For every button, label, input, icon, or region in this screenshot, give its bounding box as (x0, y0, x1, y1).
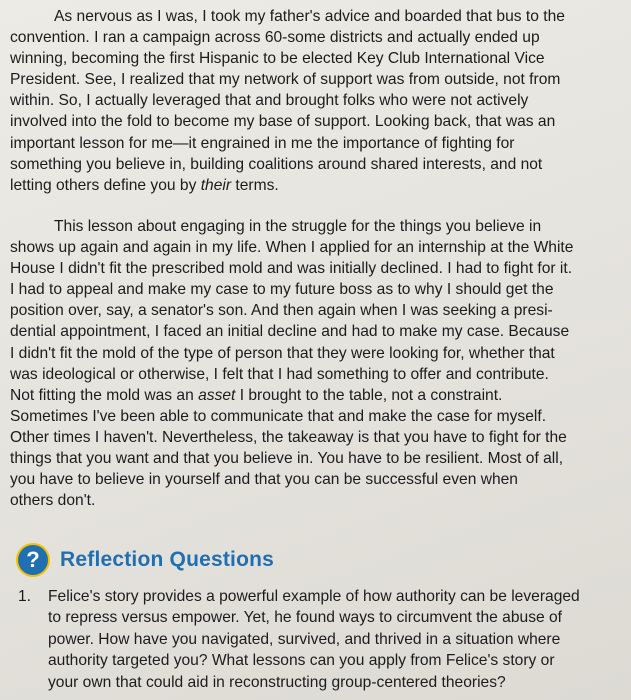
body-paragraph-2 (10, 216, 610, 511)
question-item (18, 586, 618, 693)
emphasis: asset (198, 386, 236, 404)
text-line: involved into the fold to become my base of support. Looking back, that was an (10, 113, 556, 131)
text-line: This lesson about engaging in the struggle for the things you believe in (54, 218, 542, 235)
text-line: important lesson for me—it engrained in me the importance of fighting for (10, 134, 515, 152)
text-line: President. See, I realized that my network of support was from outside, not from (10, 71, 561, 89)
text-line: dential appointment, I faced an initial decline and had to make my case. Because (10, 323, 570, 341)
question-mark-icon: ? (18, 545, 48, 575)
text-line: As nervous as I was, I took my father's advice and boarded that bus to the (54, 8, 565, 25)
text-line: was ideological or otherwise, I felt that I had something to offer and contribute. (10, 365, 549, 383)
text-line-italic: letting others define you by their terms. (10, 176, 279, 194)
text-line: within. So, I actually leveraged that and brought folks who were not actively (10, 92, 529, 110)
text-line: Felice's story provides a powerful example of how authority can be leveraged (48, 588, 580, 605)
text-line: I didn't fit the mold of the type of person that they were looking for, whether that (10, 344, 555, 362)
text-line: something you believe in, building coalitions around shared interests, and not (10, 155, 543, 173)
body-paragraph-1 (10, 6, 610, 196)
text-line: winning, becoming the first Hispanic to be elected Key Club International Vice (10, 50, 545, 68)
text-line: convention. I ran a campaign across 60-some districts and actually ended up (10, 29, 540, 47)
emphasis: their (200, 176, 232, 194)
text-line: I had to appeal and make my case to my future boss as to why I should get the (10, 281, 554, 299)
text-line: power. How have you navigated, survived, and thrived in a situation where (48, 630, 561, 648)
text-line: you have to believe in yourself and that you can be successful even when (10, 471, 518, 489)
text-line: others don't. (10, 492, 96, 510)
text-line: Sometimes I've been able to communicate that and make the case for myself. (10, 407, 547, 425)
text-line: authority targeted you? What lessons can you apply from Felice's story or (48, 652, 555, 670)
text-line: shows up again and again in my life. When I applied for an internship at the White (10, 239, 574, 257)
reflection-heading (18, 544, 274, 576)
section-title: Reflection Questions (60, 548, 275, 571)
text-line: to repress versus empower. Yet, he found ways to circumvent the abuse of (48, 609, 563, 627)
question-text (48, 586, 580, 693)
text-line: House I didn't fit the prescribed mold and was initially declined. I had to fight for it. (10, 260, 573, 278)
text-line: things that you want and that you believe in. You have to be resilient. Most of all, (10, 450, 564, 468)
text-line: Other times I haven't. Nevertheless, the takeaway is that you have to fight for the (10, 428, 567, 446)
text-line: your own that could aid in reconstructing group-centered theories? (48, 673, 506, 691)
text-line: position over, say, a senator's son. And then again when I was seeking a presi- (10, 302, 553, 320)
text-line-italic: Not fitting the mold was an asset I brought to the table, not a constraint. (10, 386, 503, 404)
question-number: 1. (18, 588, 32, 605)
